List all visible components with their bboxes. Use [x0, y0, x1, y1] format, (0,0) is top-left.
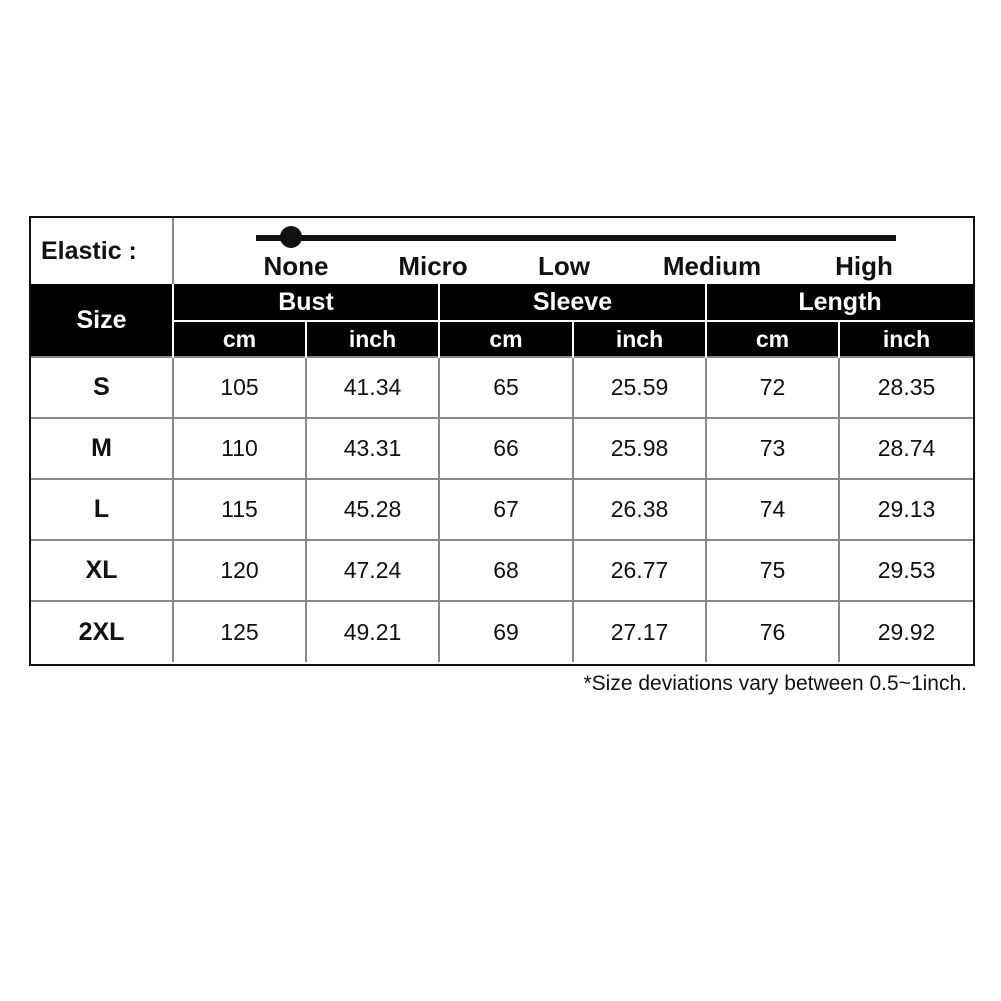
bust-cm-cell: 120 — [173, 540, 306, 601]
length-inch-cell: 28.35 — [839, 357, 973, 418]
bust-cm-cell: 110 — [173, 418, 306, 479]
size-header: Size — [31, 284, 173, 357]
bust-inch-cell: 45.28 — [306, 479, 439, 540]
bust-cm-cell: 115 — [173, 479, 306, 540]
elastic-label: Elastic : — [31, 218, 173, 284]
sleeve-inch-cell: 27.17 — [573, 601, 706, 662]
elastic-row — [31, 218, 973, 284]
elastic-level-micro: Micro — [398, 251, 468, 281]
unit-header: cm — [173, 321, 306, 357]
sleeve-inch-cell: 26.77 — [573, 540, 706, 601]
size-cell: 2XL — [31, 601, 173, 662]
length-cm-cell: 73 — [706, 418, 839, 479]
length-header: Length — [706, 284, 973, 321]
elastic-level-low: Low — [538, 251, 590, 281]
size-cell: L — [31, 479, 173, 540]
group-header-row — [31, 284, 973, 321]
bust-inch-cell: 47.24 — [306, 540, 439, 601]
size-deviation-note: *Size deviations vary between 0.5~1inch. — [583, 672, 967, 695]
unit-header: cm — [439, 321, 573, 357]
size-table — [31, 218, 973, 662]
sleeve-inch-cell: 25.59 — [573, 357, 706, 418]
table-row — [31, 479, 973, 540]
bust-inch-cell: 49.21 — [306, 601, 439, 662]
unit-header: inch — [573, 321, 706, 357]
bust-cm-cell: 105 — [173, 357, 306, 418]
table-row — [31, 601, 973, 662]
sleeve-cm-cell: 69 — [439, 601, 573, 662]
elastic-level-medium: Medium — [662, 251, 762, 281]
size-cell: M — [31, 418, 173, 479]
length-inch-cell: 29.13 — [839, 479, 973, 540]
table-row — [31, 357, 973, 418]
sleeve-header: Sleeve — [439, 284, 706, 321]
bust-cm-cell: 125 — [173, 601, 306, 662]
bust-inch-cell: 41.34 — [306, 357, 439, 418]
size-cell: S — [31, 357, 173, 418]
sleeve-cm-cell: 67 — [439, 479, 573, 540]
table-row — [31, 418, 973, 479]
length-inch-cell: 29.53 — [839, 540, 973, 601]
length-cm-cell: 74 — [706, 479, 839, 540]
elastic-indicator-dot-icon — [280, 226, 302, 248]
elastic-scale-line — [256, 235, 896, 241]
sleeve-cm-cell: 68 — [439, 540, 573, 601]
sleeve-cm-cell: 65 — [439, 357, 573, 418]
length-cm-cell: 76 — [706, 601, 839, 662]
table-row — [31, 540, 973, 601]
bust-inch-cell: 43.31 — [306, 418, 439, 479]
elastic-scale — [173, 218, 973, 284]
bust-header: Bust — [173, 284, 439, 321]
length-cm-cell: 72 — [706, 357, 839, 418]
length-inch-cell: 29.92 — [839, 601, 973, 662]
size-cell: XL — [31, 540, 173, 601]
unit-header-row — [31, 321, 973, 357]
sleeve-cm-cell: 66 — [439, 418, 573, 479]
size-chart — [29, 216, 975, 666]
unit-header: inch — [839, 321, 973, 357]
sleeve-inch-cell: 26.38 — [573, 479, 706, 540]
length-inch-cell: 28.74 — [839, 418, 973, 479]
unit-header: inch — [306, 321, 439, 357]
elastic-level-none: None — [263, 251, 329, 281]
length-cm-cell: 75 — [706, 540, 839, 601]
unit-header: cm — [706, 321, 839, 357]
elastic-level-high: High — [835, 251, 893, 281]
sleeve-inch-cell: 25.98 — [573, 418, 706, 479]
